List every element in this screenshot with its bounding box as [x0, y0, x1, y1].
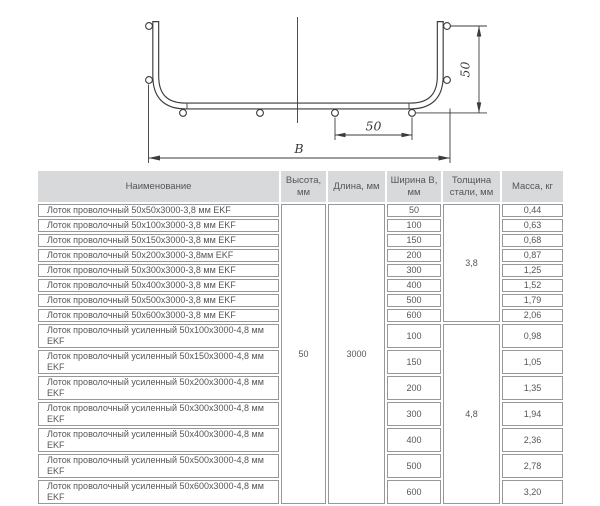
product-name-cell: Лоток проволочный 50x500x3000-3,8 мм EKF: [38, 294, 279, 307]
mass-cell: 2,36: [502, 428, 563, 452]
width-cell: 150: [387, 234, 441, 247]
mass-cell: 0,98: [502, 324, 563, 348]
wire-circle: [332, 110, 339, 117]
width-cell: 600: [387, 480, 441, 504]
mass-cell: 1,35: [502, 376, 563, 400]
dim-wire-spacing-label: 50: [365, 118, 382, 134]
mass-cell: 1,79: [502, 294, 563, 307]
product-name-cell: Лоток проволочный 50x50x3000-3,8 мм EKF: [38, 204, 279, 217]
thickness-cell: 4,8: [443, 324, 500, 504]
width-cell: 300: [387, 402, 441, 426]
dim-side-height-label: 50: [457, 61, 473, 78]
product-spec-table: [36, 169, 565, 506]
product-name-cell: Лоток проволочный 50x600x3000-3,8 мм EKF: [38, 309, 279, 322]
length-cell: 3000: [328, 204, 385, 504]
wire-circle: [444, 77, 451, 84]
mass-cell: 0,68: [502, 234, 563, 247]
product-name-cell: Лоток проволочный усиленный 50x100x3000-4,8 мм EKF: [38, 324, 279, 348]
product-name-cell: Лоток проволочный усиленный 50x400x3000-4,8 мм EKF: [38, 428, 279, 452]
wire-circle: [146, 23, 153, 30]
header-name: Наименование: [38, 171, 279, 202]
wire-circle: [180, 110, 187, 117]
width-cell: 200: [387, 249, 441, 262]
width-cell: 200: [387, 376, 441, 400]
width-cell: 300: [387, 264, 441, 277]
wire-circle: [444, 23, 451, 30]
wire-circle: [409, 110, 416, 117]
header-mass: Масса, кг: [502, 171, 563, 202]
dim-overall-width-label: B: [294, 141, 304, 156]
product-name-cell: Лоток проволочный 50x400x3000-3,8 мм EKF: [38, 279, 279, 292]
width-cell: 100: [387, 324, 441, 348]
product-name-cell: Лоток проволочный усиленный 50x200x3000-4,8 мм EKF: [38, 376, 279, 400]
width-cell: 400: [387, 279, 441, 292]
width-cell: 100: [387, 219, 441, 232]
height-cell: 50: [281, 204, 326, 504]
tray-profile-outline: [156, 21, 441, 106]
width-cell: 400: [387, 428, 441, 452]
width-cell: 500: [387, 294, 441, 307]
mass-cell: 0,87: [502, 249, 563, 262]
mass-cell: 0,63: [502, 219, 563, 232]
header-length: Длина, мм: [328, 171, 385, 202]
mass-cell: 1,25: [502, 264, 563, 277]
header-thickness: Толщина стали, мм: [443, 171, 500, 202]
mass-cell: 1,05: [502, 350, 563, 374]
product-name-cell: Лоток проволочный 50x150x3000-3,8 мм EKF: [38, 234, 279, 247]
product-name-cell: Лоток проволочный усиленный 50x500x3000-4,8 мм EKF: [38, 454, 279, 478]
header-height: Высота, мм: [281, 171, 326, 202]
mass-cell: 3,20: [502, 480, 563, 504]
product-name-cell: Лоток проволочный 50x300x3000-3,8 мм EKF: [38, 264, 279, 277]
wire-circle: [146, 77, 153, 84]
width-cell: 50: [387, 204, 441, 217]
tray-profile-fill: [156, 22, 441, 106]
table-row: [38, 204, 563, 217]
mass-cell: 2,06: [502, 309, 563, 322]
wire-circles: [146, 23, 451, 117]
tray-cross-section-drawing: [0, 0, 600, 170]
product-name-cell: Лоток проволочный 50x100x3000-3,8 мм EKF: [38, 219, 279, 232]
mass-cell: 2,78: [502, 454, 563, 478]
mass-cell: 1,94: [502, 402, 563, 426]
mass-cell: 1,52: [502, 279, 563, 292]
table-header-row: [38, 171, 563, 202]
width-cell: 600: [387, 309, 441, 322]
width-cell: 150: [387, 350, 441, 374]
dimension-wire-spacing: [335, 118, 412, 141]
wire-circle: [257, 110, 264, 117]
product-name-cell: Лоток проволочный усиленный 50x150x3000-4,8 мм EKF: [38, 350, 279, 374]
thickness-cell: 3,8: [443, 204, 500, 322]
product-name-cell: Лоток проволочный 50x200x3000-3,8мм EKF: [38, 249, 279, 262]
header-width: Ширина В, мм: [387, 171, 441, 202]
product-name-cell: Лоток проволочный усиленный 50x600x3000-4,8 мм EKF: [38, 480, 279, 504]
mass-cell: 0,44: [502, 204, 563, 217]
product-name-cell: Лоток проволочный усиленный 50x300x3000-4,8 мм EKF: [38, 402, 279, 426]
dimension-overall-width: [149, 85, 451, 164]
width-cell: 500: [387, 454, 441, 478]
